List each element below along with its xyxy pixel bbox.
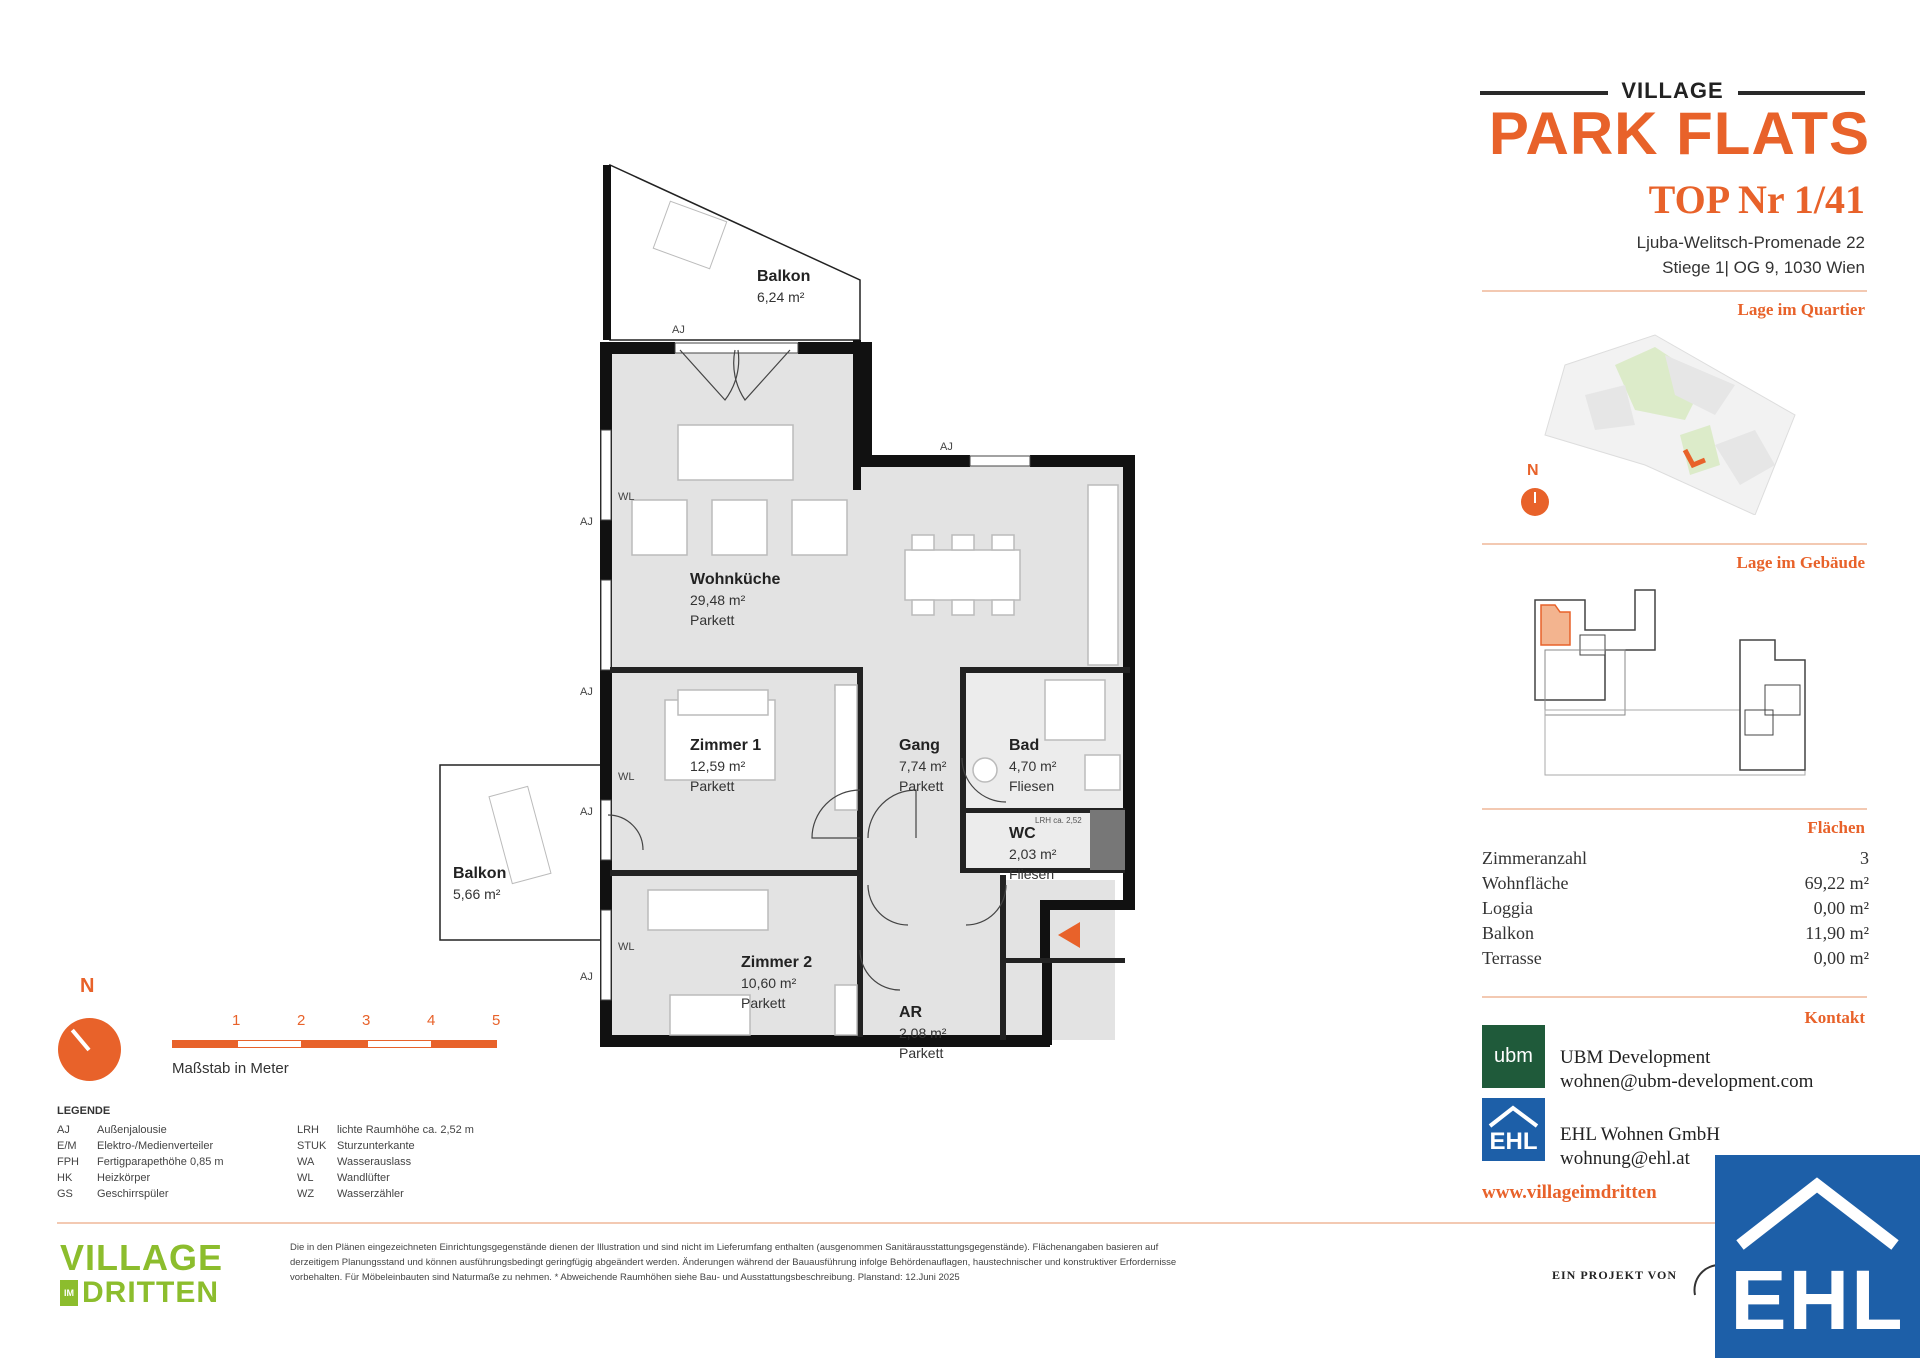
building-diagram (1525, 550, 1845, 780)
ubm-email-link[interactable]: wohnen@ubm-development.com (1560, 1071, 1814, 1092)
room-floor: Parkett (899, 1045, 944, 1061)
legend-text: Wandlüfter (337, 1172, 390, 1184)
aj-label: AJ (580, 971, 593, 983)
area-label: Loggia (1482, 898, 1533, 918)
section-contact-title: Kontakt (1804, 1008, 1865, 1027)
legend-text: Außenjalousie (97, 1124, 167, 1136)
room-name: Bad (1009, 737, 1040, 754)
area-row (1482, 923, 1869, 948)
legend-code: STUK (297, 1140, 327, 1152)
compass-icon (58, 1018, 121, 1081)
aj-label: AJ (940, 441, 953, 453)
room-floor: Fliesen (1009, 778, 1055, 794)
legend-text: lichte Raumhöhe ca. 2,52 m (337, 1124, 474, 1136)
legend-row (57, 1124, 287, 1140)
brand-title: PARK FLATS (1488, 100, 1870, 167)
wl-label: WL (618, 771, 635, 783)
aj-label: AJ (580, 516, 593, 528)
room-name: Gang (899, 737, 940, 754)
room-name: WC (1009, 825, 1036, 842)
area-value: 69,22 m² (1804, 873, 1869, 893)
area-label: Wohnfläche (1482, 873, 1569, 893)
legend-code: HK (57, 1172, 73, 1184)
section-building-title: Lage im Gebäude (1736, 553, 1865, 572)
ehl-badge (1715, 1155, 1920, 1358)
aj-label: AJ (580, 686, 593, 698)
area-row (1482, 873, 1869, 898)
section-areas-title: Flächen (1807, 818, 1865, 837)
balkon-left (440, 765, 610, 940)
scale-tick: 5 (492, 1012, 501, 1029)
legend-code: LRH (297, 1124, 320, 1136)
ehl-badge-text: EHL (1730, 1253, 1905, 1347)
room-floor: Fliesen (1009, 866, 1055, 882)
scale-tick: 4 (427, 1012, 436, 1029)
room-name: Balkon (757, 268, 811, 285)
logo-im: IM (60, 1280, 78, 1306)
divider (1482, 996, 1867, 998)
room-area: 5,66 m² (453, 886, 501, 902)
scale-tick: 2 (297, 1012, 306, 1029)
north-label: N (80, 975, 95, 997)
disclaimer-text: Die in den Plänen eingezeichneten Einrichtungsgegenstände dienen der Illustration und sind nicht im Lieferumfang enthalten (ausgenommen Sanitärausstattungsgegenstände). Flächenangaben basieren auf derzeitigem Planungsstand und können ausführungsbedingt geringfügig abgeändert werden. Änderungen während der Bauausführung infolge Behördenauflagen, haustechnischer und konstruktiver Erfordernisse vorbehalten. Für Möbeleinbauten sind Naturmaße zu nehmen. * Abweichende Raumhöhen siehe Bau- und Ausstattungsbeschreibung. Planstand: 12.Juni 2025 (290, 1242, 1177, 1283)
area-value: 0,00 m² (1813, 898, 1869, 918)
balkon-top (610, 165, 860, 340)
legend-row (297, 1172, 537, 1188)
legend-row (57, 1172, 287, 1188)
room-area: 10,60 m² (741, 975, 797, 991)
room-floor: Parkett (741, 995, 786, 1011)
project-by-label: EIN PROJEKT VON (1552, 1268, 1678, 1282)
divider (1482, 290, 1867, 292)
legend-text: Sturzunterkante (337, 1140, 415, 1152)
room-area: 4,70 m² (1009, 758, 1057, 774)
legend-row (297, 1156, 537, 1172)
legend-text: Fertigparapethöhe 0,85 m (97, 1156, 224, 1168)
ubm-name: UBM Development (1560, 1047, 1711, 1068)
room-area: 2,08 m² (899, 1025, 947, 1041)
room-name: Zimmer 2 (741, 954, 813, 971)
section-quarter-title: Lage im Quartier (1737, 300, 1865, 319)
legend-code: FPH (57, 1156, 79, 1168)
area-row (1482, 848, 1869, 873)
ehl-small-logo-text: EHL (1489, 1128, 1538, 1155)
room-name: AR (899, 1004, 923, 1021)
legend-row (57, 1140, 287, 1156)
legend-text: Wasserauslass (337, 1156, 412, 1168)
legend-code: AJ (57, 1124, 70, 1136)
area-value: 11,90 m² (1805, 923, 1869, 943)
scale-caption: Maßstab in Meter (172, 1060, 289, 1077)
room-area: 6,24 m² (757, 289, 805, 305)
legend-text: Wasserzähler (337, 1188, 404, 1200)
ehl-email-link[interactable]: wohnung@ehl.at (1560, 1148, 1690, 1169)
legend-left (57, 1124, 287, 1214)
quarter-north-label: N (1527, 462, 1539, 479)
area-value: 3 (1860, 848, 1869, 868)
room-name: Wohnküche (690, 571, 781, 588)
legend-row (297, 1140, 537, 1156)
scale-tick: 1 (232, 1012, 241, 1029)
area-label: Terrasse (1482, 948, 1542, 968)
area-row (1482, 898, 1869, 923)
brand-top-word: VILLAGE (1621, 78, 1724, 103)
room-floor: Parkett (690, 612, 735, 628)
logo-line-1: VILLAGE (60, 1237, 224, 1278)
brand-village-wordmark (1480, 78, 1865, 102)
ubm-logo: ubm (1482, 1025, 1545, 1088)
room-name: Zimmer 1 (690, 737, 762, 754)
legend-text: Heizkörper (97, 1172, 151, 1184)
legend-right (297, 1124, 537, 1214)
aj-label: AJ (672, 324, 685, 336)
legend-row (57, 1156, 287, 1172)
room-area: 2,03 m² (1009, 846, 1057, 862)
wl-label: WL (618, 941, 635, 953)
scale-bar (172, 1040, 497, 1048)
aj-label: AJ (580, 806, 593, 818)
ehl-small-logo (1482, 1098, 1545, 1161)
area-label: Zimmeranzahl (1482, 848, 1587, 868)
quarter-compass-icon (1521, 488, 1549, 516)
legend-code: E/M (57, 1140, 77, 1152)
unit-number: TOP Nr 1/41 (1648, 177, 1865, 222)
ehl-name: EHL Wohnen GmbH (1560, 1124, 1720, 1145)
legend-code: GS (57, 1188, 73, 1200)
legend-row (297, 1124, 537, 1140)
room-floor: Parkett (899, 778, 944, 794)
legend-code: WA (297, 1156, 315, 1168)
address-line-2: Stiege 1| OG 9, 1030 Wien (1662, 258, 1865, 277)
divider (1482, 808, 1867, 810)
divider (1482, 543, 1867, 545)
legend-text: Elektro-/Medienverteiler (97, 1140, 214, 1152)
website-link[interactable]: www.villageimdritten (1482, 1182, 1657, 1203)
room-floor: Parkett (690, 778, 735, 794)
room-area: 12,59 m² (690, 758, 746, 774)
footer-divider (57, 1222, 1867, 1224)
legend-code: WL (297, 1172, 314, 1184)
legend-code: WZ (297, 1188, 315, 1200)
quarter-map (1505, 325, 1805, 515)
village-im-dritten-logo (60, 1237, 240, 1310)
legend-title: LEGENDE (57, 1105, 111, 1117)
area-row (1482, 948, 1869, 973)
area-value: 0,00 m² (1813, 948, 1869, 968)
lrh-label: LRH ca. 2,52 (1035, 816, 1082, 825)
scale-tick: 3 (362, 1012, 371, 1029)
address-line-1: Ljuba-Welitsch-Promenade 22 (1636, 233, 1865, 252)
room-area: 29,48 m² (690, 592, 746, 608)
legend-text: Geschirrspüler (97, 1188, 169, 1200)
room-area: 7,74 m² (899, 758, 947, 774)
logo-line-2: DRITTEN (82, 1276, 219, 1309)
legend-row (57, 1188, 287, 1204)
legend-row (297, 1188, 537, 1204)
room-name: Balkon (453, 865, 507, 882)
wl-label: WL (618, 491, 635, 503)
area-label: Balkon (1482, 923, 1534, 943)
